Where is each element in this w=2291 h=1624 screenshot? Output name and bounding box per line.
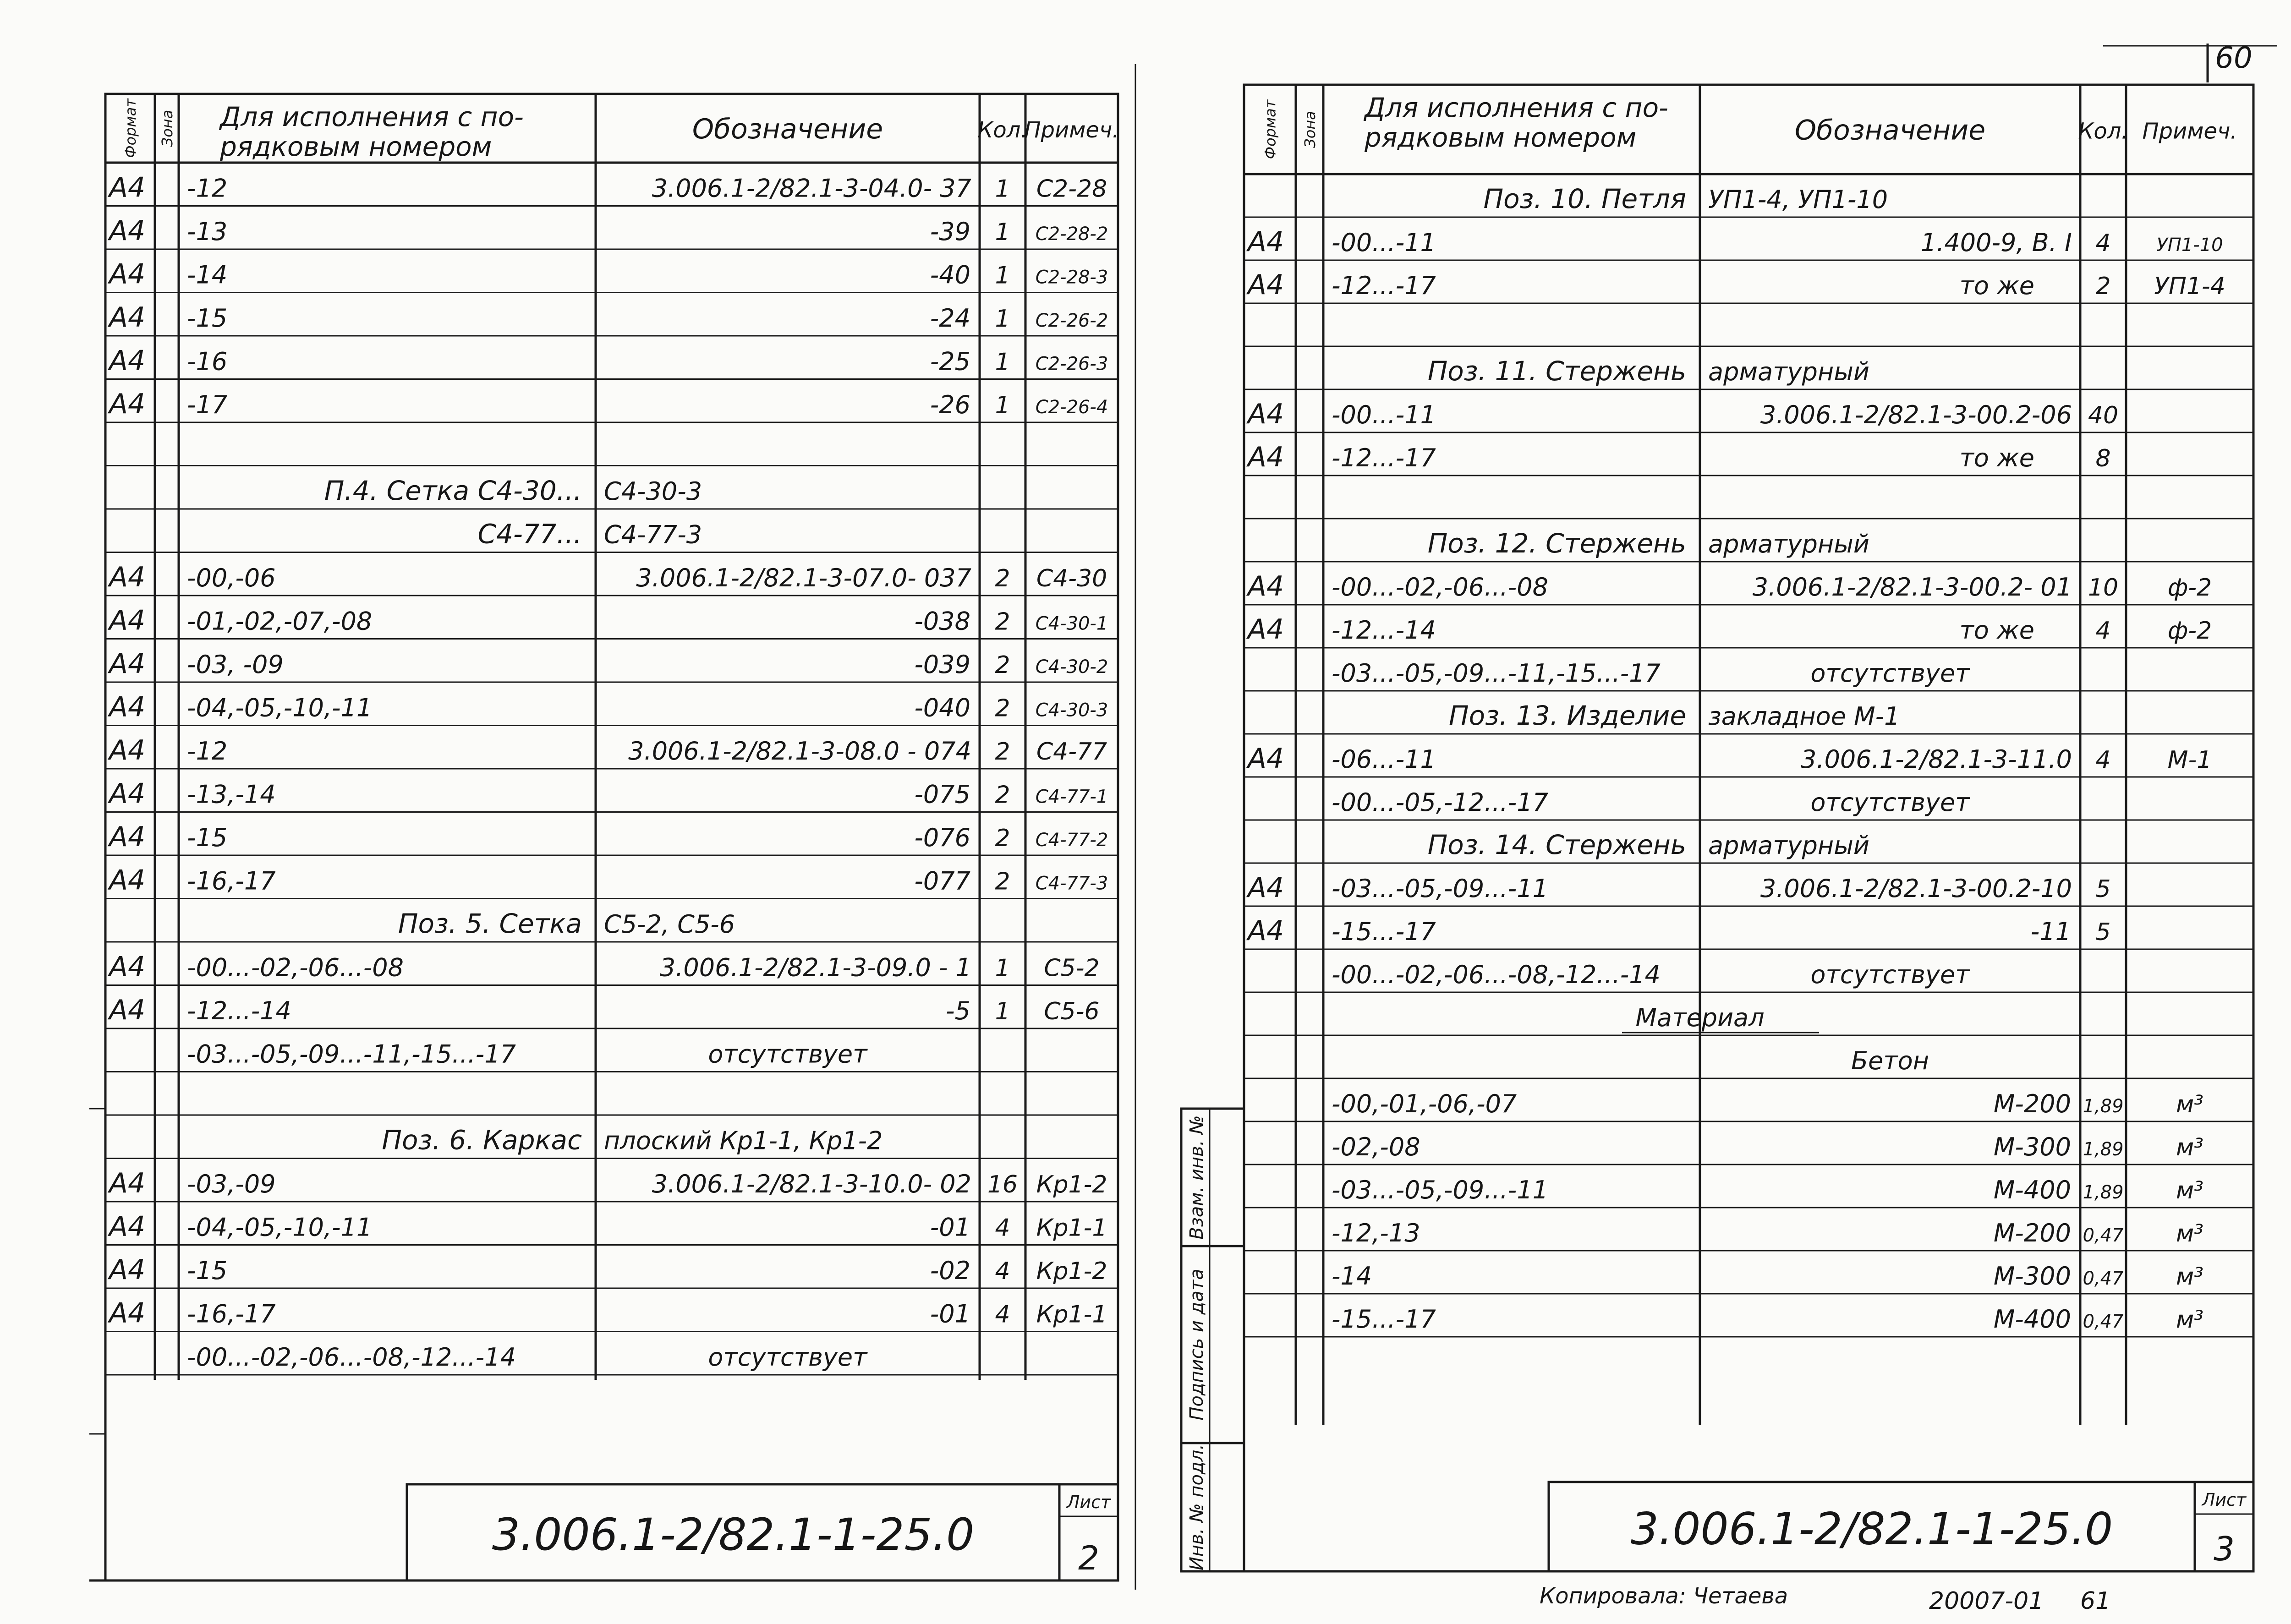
cell-designation: 3.006.1-2/82.1-3-04.0- 37 — [652, 174, 971, 203]
cell-designation: -26 — [930, 390, 970, 419]
cell-format: А4 — [109, 734, 146, 766]
cell-qty: 1 — [995, 219, 1010, 246]
cell-variant: -00...-02,-06...-08,-12...-14 — [187, 1343, 516, 1372]
cell-designation: -076 — [914, 823, 970, 852]
cell-qty: 4 — [995, 1258, 1010, 1285]
cell-note: С5-2 — [1044, 954, 1100, 982]
header-designation: Обозначение — [692, 113, 883, 145]
cell-concrete-grade: М-400 — [1993, 1176, 2071, 1204]
cell-qty: 0,47 — [2083, 1225, 2124, 1246]
cell-variant: -15 — [187, 1256, 228, 1285]
cell-variant: -03,-09 — [187, 1170, 276, 1198]
cell-designation: -02 — [930, 1256, 970, 1285]
cell-designation: арматурный — [1708, 357, 1869, 386]
cell-qty: 2 — [995, 651, 1010, 679]
cell-section-title: Поз. 6. Каркас — [382, 1124, 582, 1156]
cell-variant: -03...-05,-09...-11,-15...-17 — [1332, 659, 1661, 688]
header-format: Формат — [122, 98, 139, 158]
cell-variant: -15...-17 — [1332, 917, 1436, 946]
cell-variant: -00...-11 — [1332, 400, 1436, 429]
cell-qty: 2 — [995, 694, 1010, 722]
cell-variant: -00...-02,-06...-08,-12...-14 — [1332, 960, 1661, 989]
cell-designation: -01 — [930, 1299, 970, 1329]
header-note: Примеч. — [1024, 117, 1119, 143]
cell-designation: то же — [1959, 271, 2034, 300]
cell-concrete-grade: М-300 — [1993, 1132, 2071, 1161]
cell-format: А4 — [109, 388, 146, 420]
cell-qty: 1 — [995, 392, 1010, 419]
cell-designation: 3.006.1-2/82.1-3-00.2-06 — [1760, 400, 2072, 429]
header-zone: Зона — [159, 109, 176, 147]
cell-designation: 3.006.1-2/82.1-3-09.0 - 1 — [659, 953, 971, 982]
header-qty: Кол. — [2078, 118, 2128, 144]
cell-variant: -15 — [187, 823, 228, 852]
cell-designation: УП1-4, УП1-10 — [1708, 185, 1888, 214]
cell-note: С4-77-2 — [1035, 830, 1108, 851]
header-format: Формат — [1261, 99, 1279, 159]
cell-format: А4 — [1248, 872, 1284, 904]
cell-section-title: Поз. 12. Стержень — [1427, 528, 1686, 559]
cell-variant: -06...-11 — [1332, 745, 1436, 774]
cell-variant: -12...-17 — [1332, 271, 1436, 300]
cell-designation: 3.006.1-2/82.1-3-00.2-10 — [1760, 874, 2072, 903]
cell-format: А4 — [1248, 226, 1284, 258]
cell-designation: -040 — [914, 693, 970, 722]
cell-material-name: Бетон — [1851, 1046, 1929, 1075]
cell-variant: -00...-02,-06...-08 — [1332, 573, 1548, 601]
cell-qty: 5 — [2095, 875, 2111, 903]
cell-variant: -13 — [187, 217, 228, 246]
cell-designation: -24 — [930, 304, 970, 333]
cell-qty: 0,47 — [2083, 1311, 2124, 1332]
cell-designation: С5-2, С5-6 — [604, 910, 735, 939]
cell-variant: -16,-17 — [187, 866, 276, 896]
cell-designation: 3.006.1-2/82.1-3-10.0- 02 — [652, 1170, 971, 1198]
cell-designation: 3.006.1-2/82.1-3-11.0 — [1801, 745, 2072, 774]
header-variant-line1: Для исполнения с по- — [1365, 92, 1668, 123]
cell-designation: то же — [1959, 443, 2034, 472]
cell-note: С5-6 — [1044, 998, 1100, 1025]
cell-format: А4 — [109, 864, 146, 897]
cell-format: А4 — [109, 1167, 146, 1199]
cell-concrete-grade: М-300 — [1993, 1262, 2071, 1290]
cell-note: С2-26-4 — [1035, 397, 1108, 418]
cell-note: ф-2 — [2167, 617, 2212, 645]
cell-qty: 4 — [2095, 746, 2111, 774]
cell-note: Кр1-2 — [1036, 1171, 1107, 1198]
cell-qty: 4 — [995, 1301, 1010, 1329]
footer-copied-by: Копировала: Четаева — [1540, 1583, 1788, 1609]
cell-designation: закладное М-1 — [1708, 702, 1900, 731]
cell-format: А4 — [109, 1254, 146, 1286]
cell-note: С4-30-1 — [1035, 613, 1108, 634]
cell-section-title: С4-77... — [477, 518, 582, 550]
header-qty: Кол. — [977, 117, 1028, 143]
cell-variant: -14 — [1332, 1262, 1372, 1290]
cell-absent: отсутствует — [1810, 788, 1970, 817]
header-variant-line1: Для исполнения с по- — [220, 101, 524, 132]
cell-concrete-grade: М-200 — [1993, 1219, 2071, 1247]
cell-note: м³ — [2176, 1134, 2204, 1161]
cell-qty: 2 — [2095, 273, 2111, 300]
right-sheet — [1244, 85, 2253, 1571]
cell-format: А4 — [109, 1210, 146, 1243]
cell-qty: 1,89 — [2083, 1139, 2124, 1160]
cell-designation: С4-30-3 — [604, 477, 702, 506]
cell-concrete-grade: М-400 — [1993, 1305, 2071, 1334]
cell-variant: -04,-05,-10,-11 — [187, 1213, 373, 1242]
cell-variant: -12...-14 — [1332, 616, 1436, 645]
title-block-sheet-label: Лист — [1066, 1492, 1111, 1512]
cell-qty: 8 — [2095, 445, 2111, 472]
cell-section-title: Поз. 14. Стержень — [1427, 829, 1686, 860]
cell-note: С2-26-2 — [1035, 310, 1108, 331]
cell-designation: арматурный — [1708, 530, 1869, 558]
cell-format: А4 — [109, 561, 146, 593]
cell-note: ф-2 — [2167, 574, 2212, 601]
cell-format: А4 — [109, 258, 146, 290]
header-note: Примеч. — [2142, 118, 2237, 144]
cell-format: А4 — [1248, 269, 1284, 301]
header-designation: Обозначение — [1794, 114, 1986, 147]
cell-qty: 0,47 — [2083, 1268, 2124, 1289]
cell-note: С4-77-1 — [1035, 786, 1108, 808]
cell-qty: 1 — [995, 262, 1010, 290]
cell-qty: 2 — [995, 825, 1010, 852]
cell-section-title: П.4. Сетка С4-30... — [324, 475, 582, 506]
header-variant-line2: рядковым номером — [1365, 122, 1637, 153]
cell-qty: 4 — [2095, 230, 2111, 257]
cell-format: А4 — [1248, 570, 1284, 602]
header-zone: Зона — [1301, 111, 1319, 148]
cell-variant: -03, -09 — [187, 650, 284, 679]
cell-variant: -12 — [187, 174, 228, 203]
cell-absent: отсутствует — [708, 1343, 867, 1372]
cell-variant: -12...-17 — [1332, 443, 1436, 472]
cell-qty: 5 — [2095, 919, 2111, 946]
cell-note: С4-30 — [1036, 565, 1107, 592]
cell-designation: -25 — [930, 347, 970, 376]
sheet-frame — [1244, 85, 2253, 1571]
side-stamp-label: Подпись и дата — [1186, 1269, 1207, 1421]
cell-note: С2-26-3 — [1035, 353, 1108, 375]
cell-format: А4 — [109, 648, 146, 680]
cell-qty: 1,89 — [2083, 1096, 2124, 1117]
cell-variant: -12,-13 — [1332, 1219, 1420, 1247]
cell-note: С4-30-2 — [1035, 656, 1108, 678]
cell-format: А4 — [109, 604, 146, 637]
cell-note: м³ — [2176, 1263, 2204, 1290]
cell-note: Кр1-1 — [1036, 1301, 1107, 1329]
cell-note: м³ — [2176, 1220, 2204, 1247]
cell-variant: -16,-17 — [187, 1299, 276, 1329]
side-stamp-label: Инв. № подл. — [1186, 1444, 1207, 1570]
cell-note: м³ — [2176, 1091, 2204, 1118]
cell-designation: -077 — [914, 866, 970, 896]
cell-variant: -12...-14 — [187, 996, 291, 1025]
cell-variant: -00...-02,-06...-08 — [187, 953, 404, 982]
cell-qty: 1 — [995, 998, 1010, 1025]
cell-designation: 3.006.1-2/82.1-3-00.2- 01 — [1752, 573, 2072, 601]
cell-section-title: Поз. 5. Сетка — [398, 908, 582, 939]
cell-variant: -01,-02,-07,-08 — [187, 607, 373, 636]
cell-designation: 1.400-9, В. I — [1920, 228, 2072, 257]
page-extras — [89, 41, 2277, 1615]
cell-note: УП1-4 — [2154, 273, 2225, 300]
cell-designation: -075 — [914, 780, 970, 809]
title-block-sheet-number: 3 — [2214, 1530, 2235, 1568]
cell-note: С4-30-3 — [1035, 700, 1108, 721]
cell-format: А4 — [109, 1297, 146, 1329]
cell-format: А4 — [109, 171, 146, 204]
cell-format: А4 — [109, 994, 146, 1026]
cell-qty: 1 — [995, 175, 1010, 203]
title-block-sheet-number: 2 — [1078, 1539, 1099, 1577]
cell-qty: 1 — [995, 305, 1010, 333]
cell-note: м³ — [2176, 1306, 2204, 1334]
cell-format: А4 — [109, 691, 146, 723]
header-variant-line2: рядковым номером — [220, 131, 492, 162]
cell-designation: -40 — [930, 260, 970, 290]
cell-designation: -5 — [946, 996, 970, 1025]
cell-qty: 10 — [2088, 574, 2119, 601]
cell-format: А4 — [109, 821, 146, 853]
title-block-sheet-label: Лист — [2202, 1490, 2247, 1510]
cell-section-title: Поз. 10. Петля — [1483, 183, 1686, 214]
cell-qty: 1 — [995, 954, 1010, 982]
cell-section-title: Поз. 13. Изделие — [1449, 700, 1686, 731]
cell-variant: -00...-05,-12...-17 — [1332, 788, 1548, 817]
page-number: 60 — [2215, 41, 2253, 75]
cell-qty: 2 — [995, 608, 1010, 636]
cell-format: А4 — [109, 777, 146, 810]
cell-variant: -04,-05,-10,-11 — [187, 693, 373, 722]
cell-variant: -03...-05,-09...-11 — [1332, 874, 1548, 903]
cell-qty: 4 — [2095, 617, 2111, 645]
cell-variant: -15 — [187, 304, 228, 333]
cell-absent: отсутствует — [1810, 960, 1970, 989]
cell-variant: -14 — [187, 260, 228, 290]
cell-qty: 1,89 — [2083, 1182, 2124, 1203]
cell-qty: 40 — [2088, 402, 2119, 429]
title-block-designation: 3.006.1-2/82.1-1-25.0 — [1630, 1503, 2113, 1555]
cell-variant: -13,-14 — [187, 780, 276, 809]
cell-note: М-1 — [2167, 746, 2212, 774]
cell-format: А4 — [109, 344, 146, 377]
cell-note: С2-28-2 — [1035, 224, 1108, 245]
cell-note: Кр1-2 — [1036, 1258, 1107, 1285]
cell-variant: -00,-06 — [187, 563, 276, 592]
side-stamp-label: Взам. инв. № — [1186, 1115, 1207, 1240]
cell-qty: 4 — [995, 1214, 1010, 1242]
cell-variant: -12 — [187, 737, 228, 766]
cell-concrete-grade: М-200 — [1993, 1089, 2071, 1118]
cell-designation: плоский Кр1-1, Кр1-2 — [604, 1126, 883, 1155]
footer-page: 61 — [2080, 1587, 2111, 1615]
cell-format: А4 — [1248, 915, 1284, 947]
cell-variant: -17 — [187, 390, 228, 419]
cell-designation: арматурный — [1708, 831, 1869, 860]
cell-variant: -03...-05,-09...-11,-15...-17 — [187, 1039, 516, 1069]
cell-note: УП1-10 — [2156, 235, 2223, 256]
cell-format: А4 — [1248, 743, 1284, 775]
cell-format: А4 — [109, 301, 146, 334]
cell-format: А4 — [109, 951, 146, 983]
cell-designation: 3.006.1-2/82.1-3-07.0- 037 — [636, 563, 971, 592]
cell-material-heading: Материал — [1635, 1003, 1765, 1032]
cell-note: С4-77-3 — [1035, 873, 1108, 894]
cell-designation: -038 — [914, 607, 970, 636]
cell-designation: С4-77-3 — [604, 520, 702, 549]
footer-order-number: 20007-01 — [1929, 1587, 2044, 1615]
cell-format: А4 — [1248, 613, 1284, 645]
cell-absent: отсутствует — [708, 1039, 867, 1069]
cell-qty: 2 — [995, 868, 1010, 896]
cell-format: А4 — [1248, 441, 1284, 473]
cell-variant: -00...-11 — [1332, 228, 1436, 257]
cell-note: С2-28 — [1036, 175, 1107, 203]
cell-variant: -16 — [187, 347, 228, 376]
cell-note: С2-28-3 — [1035, 267, 1108, 288]
cell-qty: 2 — [995, 781, 1010, 809]
cell-qty: 16 — [987, 1171, 1018, 1198]
title-block-designation: 3.006.1-2/82.1-1-25.0 — [492, 1509, 975, 1560]
cell-designation: -039 — [914, 650, 970, 679]
cell-variant: -00,-01,-06,-07 — [1332, 1089, 1517, 1118]
cell-qty: 2 — [995, 738, 1010, 766]
cell-format: А4 — [109, 215, 146, 247]
cell-qty: 1 — [995, 348, 1010, 376]
cell-variant: -03...-05,-09...-11 — [1332, 1176, 1548, 1204]
cell-variant: -02,-08 — [1332, 1132, 1420, 1161]
cell-note: м³ — [2176, 1177, 2204, 1204]
left-sheet — [105, 94, 1119, 1580]
cell-designation: -39 — [930, 217, 970, 246]
cell-designation: 3.006.1-2/82.1-3-08.0 - 074 — [628, 737, 971, 766]
cell-section-title: Поз. 11. Стержень — [1427, 355, 1686, 387]
cell-designation: -01 — [930, 1213, 970, 1242]
cell-qty: 2 — [995, 565, 1010, 592]
cell-variant: -15...-17 — [1332, 1305, 1436, 1334]
cell-note: С4-77 — [1036, 738, 1107, 766]
cell-note: Кр1-1 — [1036, 1214, 1107, 1242]
cell-designation: то же — [1959, 616, 2034, 645]
cell-format: А4 — [1248, 398, 1284, 430]
cell-designation: -11 — [2030, 917, 2071, 946]
cell-absent: отсутствует — [1810, 659, 1970, 688]
